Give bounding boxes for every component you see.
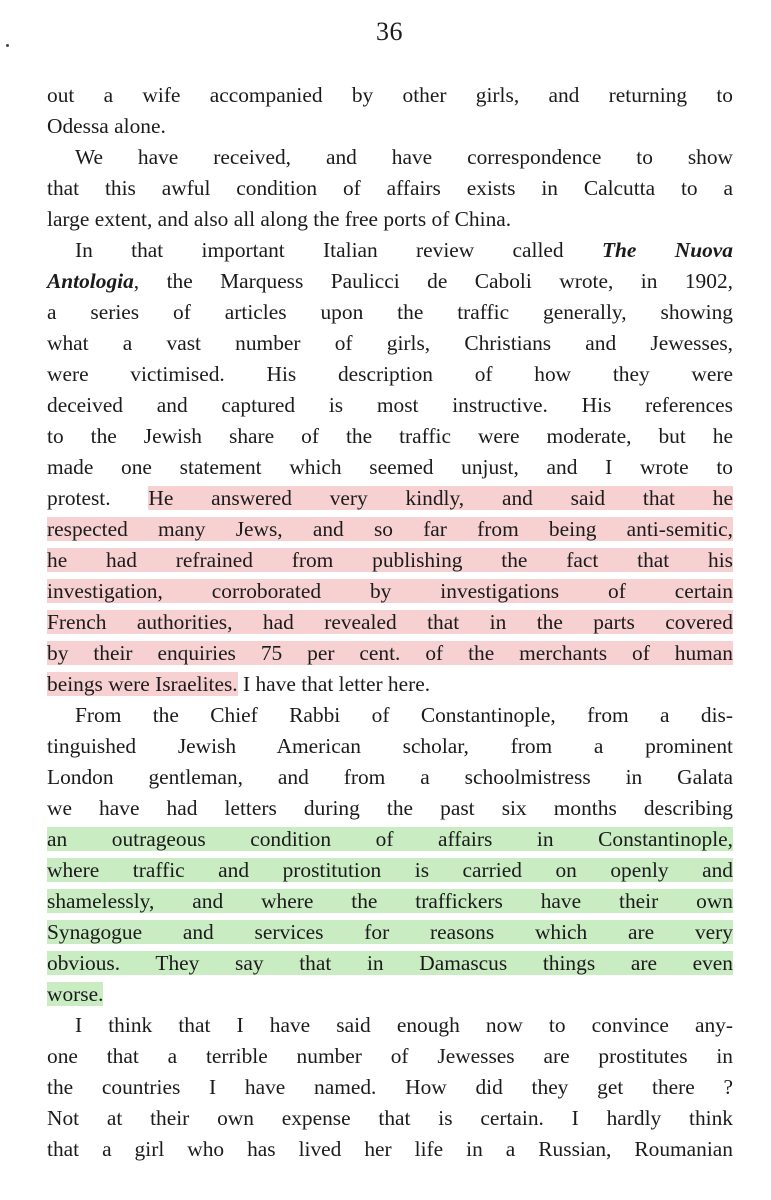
text-segment: I think that I have said enough now to convince any-: [75, 1013, 733, 1037]
text-segment: out a wife accompanied by other girls, and returning to: [47, 83, 733, 107]
text-line: [47, 142, 733, 173]
highlighted-text-red: respected many Jews, and so far from being anti-semitic,: [47, 517, 733, 541]
highlighted-text-green: Synagogue and services for reasons which are very: [47, 920, 733, 944]
text-line: [47, 886, 733, 917]
text-segment: deceived and captured is most instructive. His references: [47, 393, 733, 417]
italic-title: The Nuova: [601, 238, 733, 262]
text-segment: what a vast number of girls, Christians and Jewesses,: [47, 331, 733, 355]
text-segment: Odessa alone.: [47, 114, 166, 138]
highlighted-text-red: investigation, corroborated by investigations of certain: [47, 579, 733, 603]
text-line: [47, 762, 733, 793]
text-line: [47, 1134, 733, 1165]
text-segment: I have that letter here.: [237, 672, 431, 696]
text-line: [47, 607, 733, 638]
text-segment: protest.: [47, 486, 149, 510]
text-line: [47, 266, 733, 297]
text-line: [47, 700, 733, 731]
text-segment: In that important Italian review called: [75, 238, 602, 262]
highlighted-text-red: he had refrained from publishing the fact that his: [47, 548, 733, 572]
highlighted-text-green: an outrageous condition of affairs in Constantinople,: [47, 827, 733, 851]
text-line: [47, 731, 733, 762]
text-segment: we have had letters during the past six months describing: [47, 796, 733, 820]
text-line: [47, 359, 733, 390]
text-line: [47, 824, 733, 855]
text-segment: to the Jewish share of the traffic were moderate, but he: [47, 424, 733, 448]
text-line: [47, 917, 733, 948]
text-line: [47, 855, 733, 886]
text-line: [47, 1103, 733, 1134]
highlighted-text-green: where traffic and prostitution is carried on openly and: [47, 858, 733, 882]
text-segment: one that a terrible number of Jewesses are prostitutes in: [47, 1044, 733, 1068]
text-line: [47, 483, 733, 514]
page-number: 36: [376, 17, 403, 46]
text-segment: Not at their own expense that is certain. I hardly think: [47, 1106, 733, 1130]
text-segment: large extent, and also all along the free ports of China.: [47, 207, 512, 231]
body-text: [47, 80, 733, 1165]
text-line: [47, 1072, 733, 1103]
text-line: [47, 514, 733, 545]
text-line: [47, 1010, 733, 1041]
text-segment: From the Chief Rabbi of Constantinople, from a dis-: [75, 703, 733, 727]
text-line: [47, 80, 733, 111]
text-line: [47, 421, 733, 452]
text-line: [47, 669, 733, 700]
text-segment: made one statement which seemed unjust, and I wrote to: [47, 455, 733, 479]
text-line: [47, 979, 733, 1010]
highlighted-text-red: beings were Israelites.: [47, 672, 238, 696]
text-segment: that this awful condition of affairs exists in Calcutta to a: [47, 176, 733, 200]
text-line: [47, 793, 733, 824]
text-segment: , the Marquess Paulicci de Caboli wrote, in 1902,: [133, 269, 733, 293]
highlighted-text-red: by their enquiries 75 per cent. of the merchants of human: [47, 641, 733, 665]
text-segment: that a girl who has lived her life in a Russian, Roumanian: [47, 1137, 733, 1161]
text-line: [47, 235, 733, 266]
italic-title: Antologia: [47, 269, 134, 293]
text-line: [47, 173, 733, 204]
text-line: [47, 390, 733, 421]
text-line: [47, 576, 733, 607]
highlighted-text-red: French authorities, had revealed that in the parts covered: [47, 610, 733, 634]
highlighted-text-green: shamelessly, and where the traffickers have their own: [47, 889, 733, 913]
text-segment: London gentleman, and from a schoolmistress in Galata: [47, 765, 733, 789]
text-line: [47, 948, 733, 979]
text-segment: a series of articles upon the traffic generally, showing: [47, 300, 733, 324]
text-line: [47, 1041, 733, 1072]
highlighted-text-green: worse.: [47, 982, 104, 1006]
text-segment: We have received, and have correspondence to show: [75, 145, 733, 169]
text-segment: were victimised. His description of how they were: [47, 362, 733, 386]
text-line: [47, 328, 733, 359]
text-line: [47, 297, 733, 328]
text-segment: the countries I have named. How did they get there ?: [47, 1075, 733, 1099]
text-line: [47, 638, 733, 669]
text-line: [47, 204, 733, 235]
highlighted-text-red: He answered very kindly, and said that he: [148, 486, 733, 510]
text-line: [47, 545, 733, 576]
text-line: [47, 111, 733, 142]
text-segment: tinguished Jewish American scholar, from a prominent: [47, 734, 733, 758]
highlighted-text-green: obvious. They say that in Damascus things are even: [47, 951, 733, 975]
text-line: [47, 452, 733, 483]
